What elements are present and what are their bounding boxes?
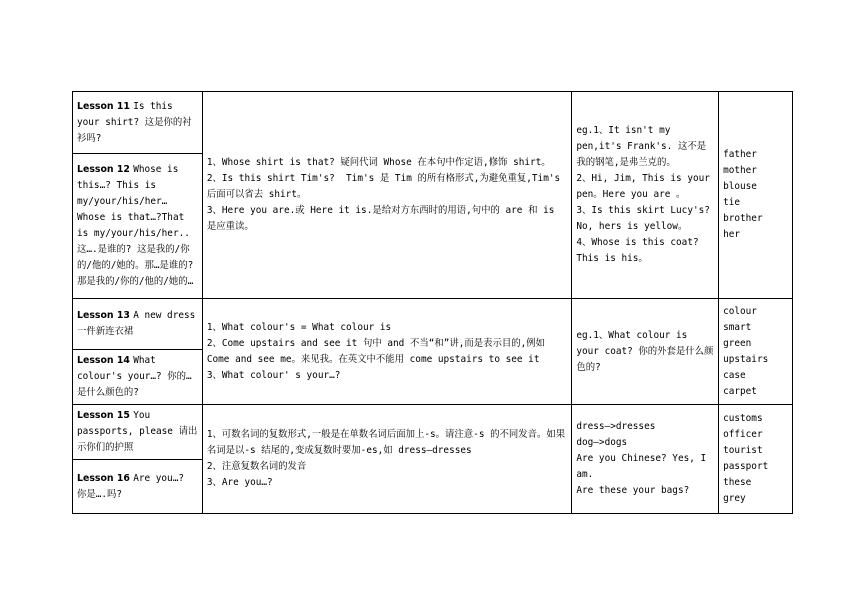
lesson-text: What colour's your…? 你的…是什么颜色的?	[77, 355, 192, 398]
vocab-word: customs	[723, 413, 763, 424]
lesson-text: Whose is this…? This is my/your/his/her… Whose is that…?That is my/your/his/her.. 这….是谁的? 这是我的/你的/他的/她的。那…是谁的? 那是我的/你的/他的/她的…	[77, 164, 194, 287]
lesson-label: Lesson 12	[77, 164, 134, 175]
vocab-word: smart	[723, 321, 752, 333]
example-line: dress—>dresses	[576, 421, 656, 432]
examples-cell	[572, 92, 719, 299]
note-line: 1、可数名词的复数形式,一般是在单数名词后面加上-s。请注意-s 的不同发音。如果名词是以-s 结尾的,变成复数时要加-es,如 dress—dresses	[206, 429, 566, 456]
vocab-word: brother	[723, 213, 763, 224]
example-line: Are these your bags?	[576, 485, 690, 496]
vocab-word: these	[723, 477, 752, 488]
note-line: 2、注意复数名词的发音	[206, 461, 307, 472]
notes-cell	[202, 405, 572, 514]
lesson-cell	[73, 154, 203, 299]
lesson-cell	[73, 405, 203, 460]
lesson-label: Lesson 14	[77, 355, 134, 366]
lesson-text: You passports, please 请出示你们的护照	[77, 410, 198, 453]
lesson-cell	[73, 299, 203, 350]
examples-cell	[572, 405, 719, 514]
notes-cell	[202, 92, 572, 299]
lesson-text: Are you…? 你是….吗?	[77, 472, 184, 500]
notes-cell	[202, 299, 572, 405]
lesson-cell	[73, 460, 203, 514]
vocab-word: carpet	[723, 385, 757, 397]
examples-cell	[572, 299, 719, 405]
lesson-label: Lesson 13	[77, 310, 134, 321]
vocab-word: green	[723, 337, 752, 349]
example-line: dog—>dogs	[576, 437, 628, 448]
lesson-text: Is this your shirt? 这是你的衬衫吗?	[77, 100, 192, 144]
table-row	[73, 92, 793, 154]
vocab-word: tourist	[723, 445, 763, 456]
vocab-word: tie	[723, 197, 741, 208]
vocab-word: mother	[723, 165, 757, 176]
lesson-label: Lesson 11	[77, 100, 134, 112]
vocab-word: father	[723, 149, 757, 160]
vocab-word: blouse	[723, 181, 757, 192]
table-row	[73, 299, 793, 350]
note-line: 2、Come upstairs and see it 句中 and 不当“和”讲,而是表示目的,例如 Come and see me。来见我。在英文中不能用 come upstairs to see it	[206, 337, 551, 365]
vocab-word: officer	[723, 429, 763, 440]
example-line: Are you Chinese? Yes, I am.	[576, 453, 712, 480]
lesson-cell	[73, 350, 203, 405]
vocab-word: case	[723, 369, 746, 381]
vocab-word: upstairs	[723, 353, 769, 365]
vocab-word: passport	[723, 461, 769, 472]
vocabulary-cell	[719, 405, 793, 514]
table-row	[73, 405, 793, 460]
note-line: 1、What colour's = What colour is	[206, 321, 392, 333]
lesson-table	[72, 91, 793, 514]
vocabulary-cell	[719, 92, 793, 299]
note-line: 3、What colour' s your…?	[206, 369, 341, 381]
example-line: eg.1、It isn't my pen,it's Frank's. 这不是我的钢笔,是弗兰克的。	[576, 125, 707, 168]
note-line: 3、Are you…?	[206, 477, 273, 488]
note-line: 2、Is this shirt Tim's? Tim's 是 Tim 的所有格形式,为避免重复,Tim's 后面可以省去 shirt。	[206, 173, 566, 200]
lesson-label: Lesson 16	[77, 472, 134, 484]
vocab-word: grey	[723, 493, 746, 504]
lesson-cell	[73, 92, 203, 154]
vocab-word: colour	[723, 305, 757, 317]
example-line: 4、Whose is this coat? This is his。	[576, 237, 705, 264]
example-line: 3、Is this skirt Lucy's? No, hers is yellow。	[576, 205, 716, 232]
lesson-label: Lesson 15	[77, 410, 134, 421]
example-line: eg.1、What colour is your coat? 你的外套是什么颜色的?	[576, 329, 714, 373]
lesson-text: A new dress 一件新连衣裙	[77, 310, 196, 337]
note-line: 3、Here you are.或 Here it is.是给对方东西时的用语,句中的 are 和 is 是应重读。	[206, 205, 561, 232]
note-line: 1、Whose shirt is that? 疑问代词 Whose 在本句中作定语,修饰 shirt。	[206, 157, 551, 168]
vocab-word: her	[723, 229, 741, 240]
example-line: 2、Hi, Jim, This is your pen。Here you are 。	[576, 173, 716, 200]
vocabulary-cell	[719, 299, 793, 405]
